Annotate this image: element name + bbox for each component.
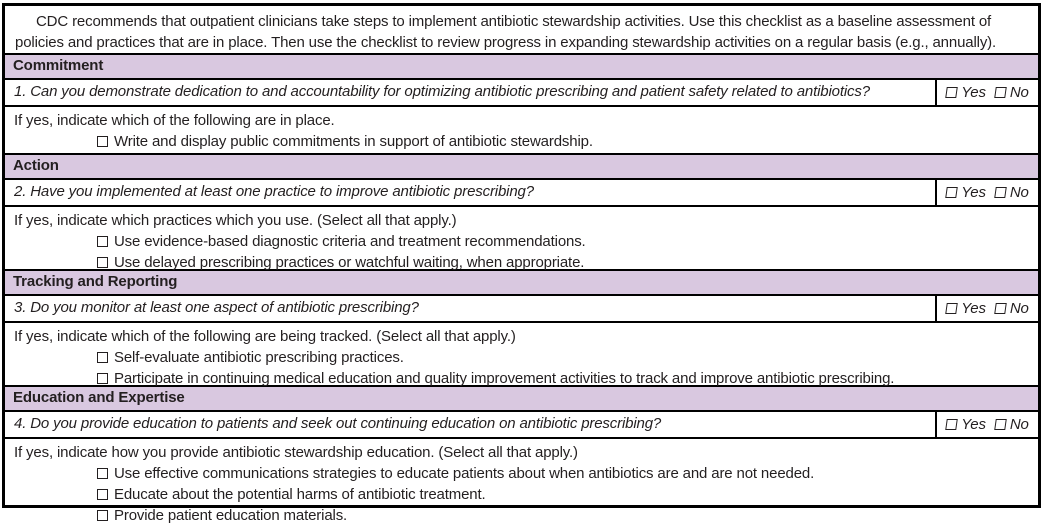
no-checkbox-4[interactable] bbox=[994, 419, 1007, 430]
item-checkbox[interactable] bbox=[97, 468, 108, 479]
intro-text: CDC recommends that outpatient clinicians take steps to implement antibiotic stewardship activities. Use this checklist as a baseline assessment of policies and practices that are in place. Then use the checklist to review progress in expanding stewardship activities on a regular basis (e.g., annually). bbox=[15, 13, 997, 51]
yes-checkbox-3[interactable] bbox=[945, 303, 958, 314]
no-label: No bbox=[1009, 184, 1029, 201]
checkbox-item bbox=[5, 131, 1038, 152]
ifyes-intro-2: If yes, indicate which practices which you use. (Select all that apply.) bbox=[14, 212, 457, 229]
checkbox-item bbox=[5, 347, 1038, 368]
yes-option-1[interactable] bbox=[946, 84, 986, 101]
yes-label: Yes bbox=[961, 300, 986, 317]
ifyes-row-4 bbox=[5, 439, 1038, 524]
no-checkbox-2[interactable] bbox=[994, 187, 1007, 198]
no-label: No bbox=[1009, 300, 1029, 317]
question-text-3: 3. Do you monitor at least one aspect of antibiotic prescribing? bbox=[5, 296, 937, 321]
question-row-2 bbox=[5, 180, 1038, 207]
question-text-4: 4. Do you provide education to patients and seek out continuing education on antibiotic prescribing? bbox=[5, 412, 937, 437]
no-option-1[interactable] bbox=[995, 84, 1029, 101]
yes-option-2[interactable] bbox=[946, 184, 986, 201]
item-checkbox[interactable] bbox=[97, 136, 108, 147]
question-row-3 bbox=[5, 296, 1038, 323]
item-label: Educate about the potential harms of antibiotic treatment. bbox=[114, 486, 486, 503]
item-label: Self-evaluate antibiotic prescribing practices. bbox=[114, 349, 404, 366]
no-option-4[interactable] bbox=[995, 416, 1029, 433]
yesno-cell-3 bbox=[937, 296, 1038, 321]
item-label: Use delayed prescribing practices or watchful waiting, when appropriate. bbox=[114, 254, 585, 271]
no-option-2[interactable] bbox=[995, 184, 1029, 201]
ifyes-intro-4: If yes, indicate how you provide antibiotic stewardship education. (Select all that apply.) bbox=[14, 444, 578, 461]
no-label: No bbox=[1009, 84, 1029, 101]
ifyes-intro-3: If yes, indicate which of the following are being tracked. (Select all that apply.) bbox=[14, 328, 516, 345]
item-label: Participate in continuing medical education and quality improvement activities to track and improve antibiotic prescribing. bbox=[114, 370, 895, 387]
checkbox-item bbox=[5, 463, 1038, 484]
yesno-cell-4 bbox=[937, 412, 1038, 437]
yesno-cell-1 bbox=[937, 80, 1038, 105]
ifyes-intro-1: If yes, indicate which of the following are in place. bbox=[14, 112, 335, 129]
ifyes-row-2 bbox=[5, 207, 1038, 271]
item-checkbox[interactable] bbox=[97, 257, 108, 268]
yes-option-3[interactable] bbox=[946, 300, 986, 317]
ifyes-row-1 bbox=[5, 107, 1038, 155]
item-checkbox[interactable] bbox=[97, 352, 108, 363]
question-text-1: 1. Can you demonstrate dedication to and accountability for optimizing antibiotic prescribing and patient safety related to antibiotics? bbox=[5, 80, 937, 105]
yes-label: Yes bbox=[961, 84, 986, 101]
checkbox-item bbox=[5, 484, 1038, 505]
no-checkbox-3[interactable] bbox=[994, 303, 1007, 314]
item-checkbox[interactable] bbox=[97, 510, 108, 521]
ifyes-row-3 bbox=[5, 323, 1038, 387]
yes-checkbox-1[interactable] bbox=[945, 87, 958, 98]
no-option-3[interactable] bbox=[995, 300, 1029, 317]
checkbox-item bbox=[5, 505, 1038, 526]
question-row-4 bbox=[5, 412, 1038, 439]
question-row-1 bbox=[5, 80, 1038, 107]
item-label: Provide patient education materials. bbox=[114, 507, 348, 524]
no-label: No bbox=[1009, 416, 1029, 433]
yes-label: Yes bbox=[961, 416, 986, 433]
stewardship-checklist-table bbox=[2, 3, 1041, 524]
item-checkbox[interactable] bbox=[97, 236, 108, 247]
section-header-action: Action bbox=[5, 155, 1038, 180]
section-header-education: Education and Expertise bbox=[5, 387, 1038, 412]
yesno-cell-2 bbox=[937, 180, 1038, 205]
item-label: Write and display public commitments in support of antibiotic stewardship. bbox=[114, 133, 593, 150]
checkbox-item bbox=[5, 231, 1038, 252]
item-checkbox[interactable] bbox=[97, 489, 108, 500]
yes-option-4[interactable] bbox=[946, 416, 986, 433]
section-header-tracking: Tracking and Reporting bbox=[5, 271, 1038, 296]
item-label: Use evidence-based diagnostic criteria and treatment recommendations. bbox=[114, 233, 586, 250]
intro-row bbox=[5, 6, 1038, 55]
checkbox-item bbox=[5, 252, 1038, 273]
item-label: Use effective communications strategies to educate patients about when antibiotics are and are not needed. bbox=[114, 465, 815, 482]
checkbox-item bbox=[5, 368, 1038, 389]
section-header-commitment: Commitment bbox=[5, 55, 1038, 80]
yes-label: Yes bbox=[961, 184, 986, 201]
question-text-2: 2. Have you implemented at least one practice to improve antibiotic prescribing? bbox=[5, 180, 937, 205]
item-checkbox[interactable] bbox=[97, 373, 108, 384]
yes-checkbox-4[interactable] bbox=[945, 419, 958, 430]
no-checkbox-1[interactable] bbox=[994, 87, 1007, 98]
yes-checkbox-2[interactable] bbox=[945, 187, 958, 198]
